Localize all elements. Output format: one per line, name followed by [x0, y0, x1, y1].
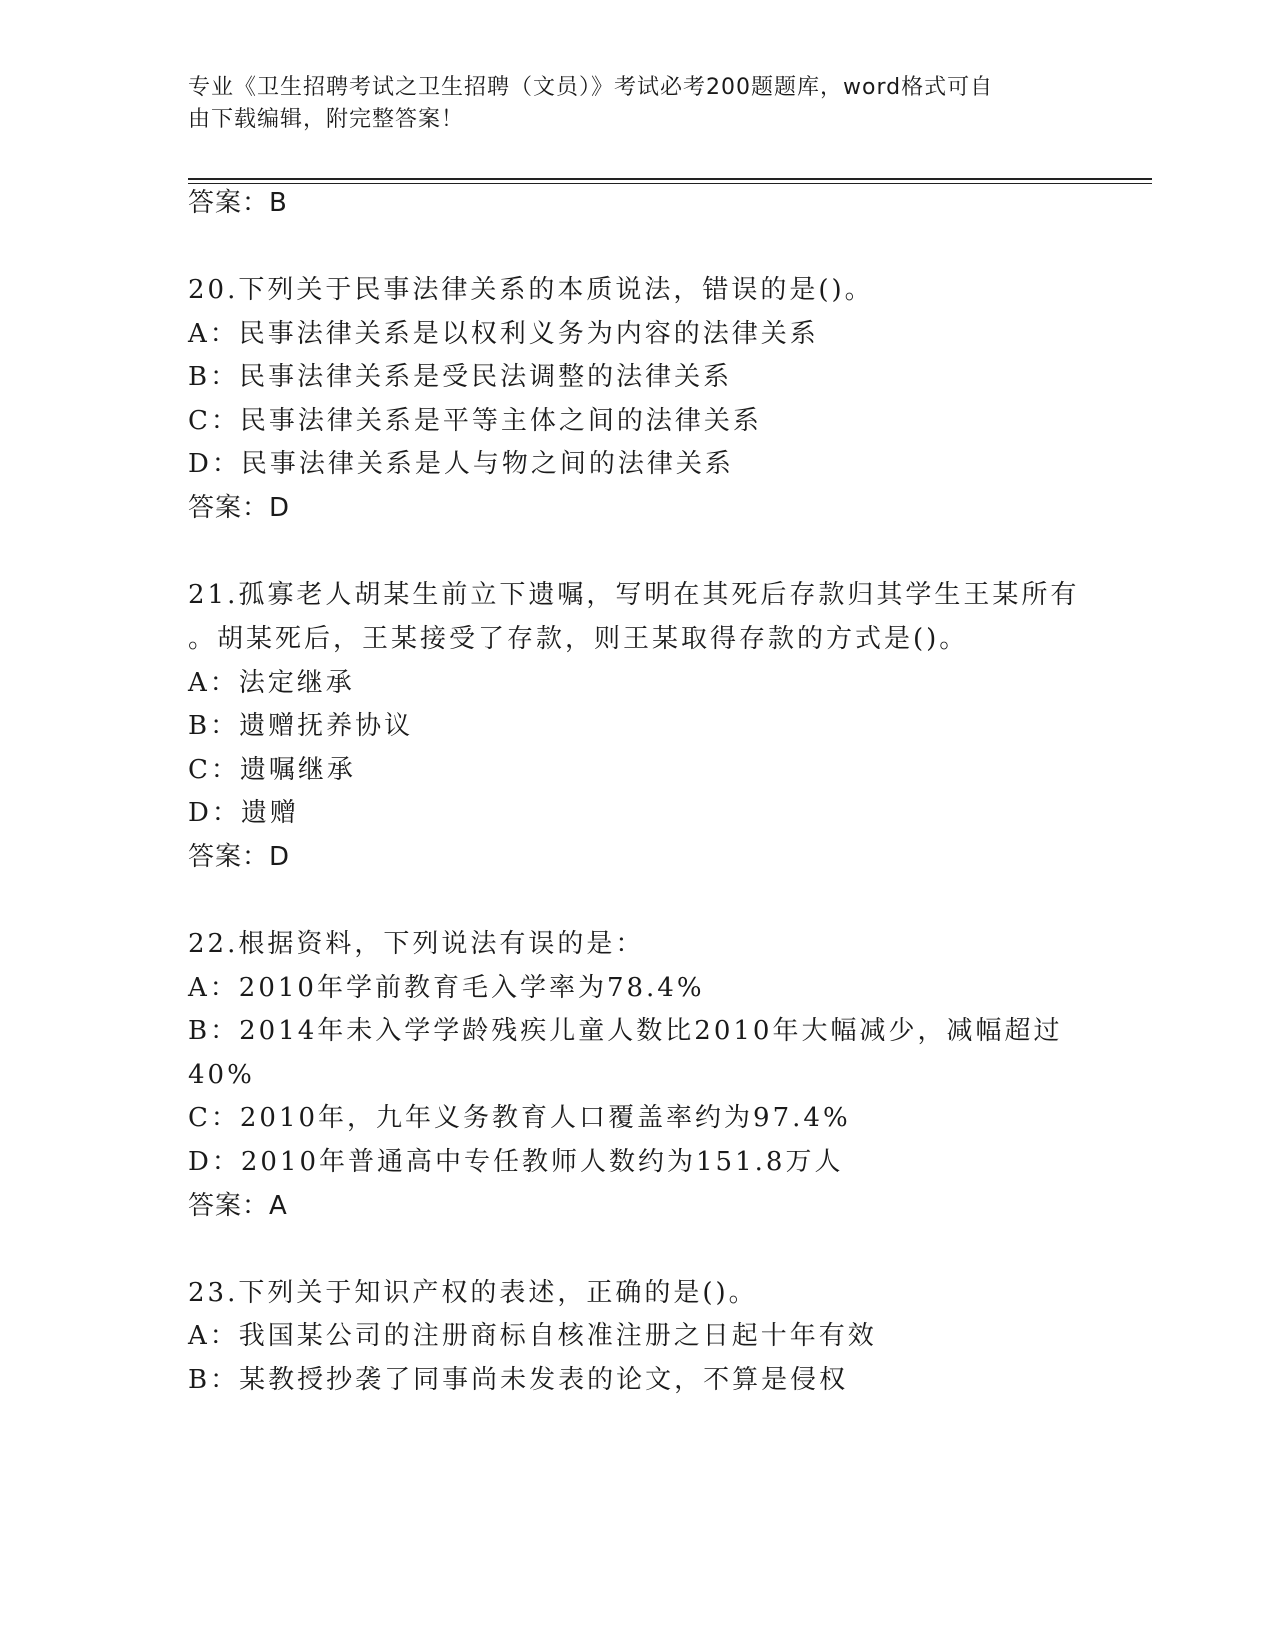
header-divider-thick [188, 178, 1152, 180]
q23-option-b: B：某教授抄袭了同事尚未发表的论文，不算是侵权 [188, 1365, 849, 1395]
q21-option-a: A：法定继承 [188, 668, 355, 698]
q20-option-b: B：民事法律关系是受民法调整的法律关系 [188, 362, 733, 392]
q20-option-c: C：民事法律关系是平等主体之间的法律关系 [188, 406, 762, 436]
q23-stem: 23.下列关于知识产权的表述，正确的是()。 [188, 1278, 758, 1308]
header-line-1: 专业《卫生招聘考试之卫生招聘（文员）》考试必考200题题库，word格式可自 [188, 75, 994, 100]
q22-option-c: C：2010年，九年义务教育人口覆盖率约为97.4% [188, 1103, 851, 1133]
q23-option-a: A：我国某公司的注册商标自核准注册之日起十年有效 [188, 1321, 877, 1351]
q21-option-b: B：遗赠抚养协议 [188, 711, 414, 741]
q22-option-a: A：2010年学前教育毛入学率为78.4% [188, 973, 705, 1003]
q20-answer: 答案：D [188, 493, 291, 523]
q21-stem-line-2: 。胡某死后，王某接受了存款，则王某取得存款的方式是()。 [188, 624, 969, 654]
q20-option-d: D：民事法律关系是人与物之间的法律关系 [188, 449, 734, 479]
q22-answer: 答案：A [188, 1191, 288, 1221]
q21-answer: 答案：D [188, 842, 291, 872]
q19-answer: 答案：B [188, 188, 288, 218]
q21-option-d: D：遗赠 [188, 798, 299, 828]
header-line-2: 由下载编辑，附完整答案！ [188, 107, 465, 132]
document-header [188, 72, 1088, 136]
q20-option-a: A：民事法律关系是以权利义务为内容的法律关系 [188, 319, 819, 349]
q22-option-b-line-1: B：2014年未入学学龄残疾儿童人数比2010年大幅减少，减幅超过 [188, 1016, 1063, 1046]
header-divider-thin [188, 183, 1152, 184]
q21-option-c: C：遗嘱继承 [188, 755, 356, 785]
q22-stem: 22.根据资料，下列说法有误的是： [188, 929, 645, 959]
q22-option-d: D：2010年普通高中专任教师人数约为151.8万人 [188, 1147, 844, 1177]
q21-stem-line-1: 21.孤寡老人胡某生前立下遗嘱，写明在其死后存款归其学生王某所有 [188, 580, 1080, 610]
q22-option-b-line-2: 40% [188, 1060, 255, 1090]
q20-stem: 20.下列关于民事法律关系的本质说法，错误的是()。 [188, 275, 874, 305]
